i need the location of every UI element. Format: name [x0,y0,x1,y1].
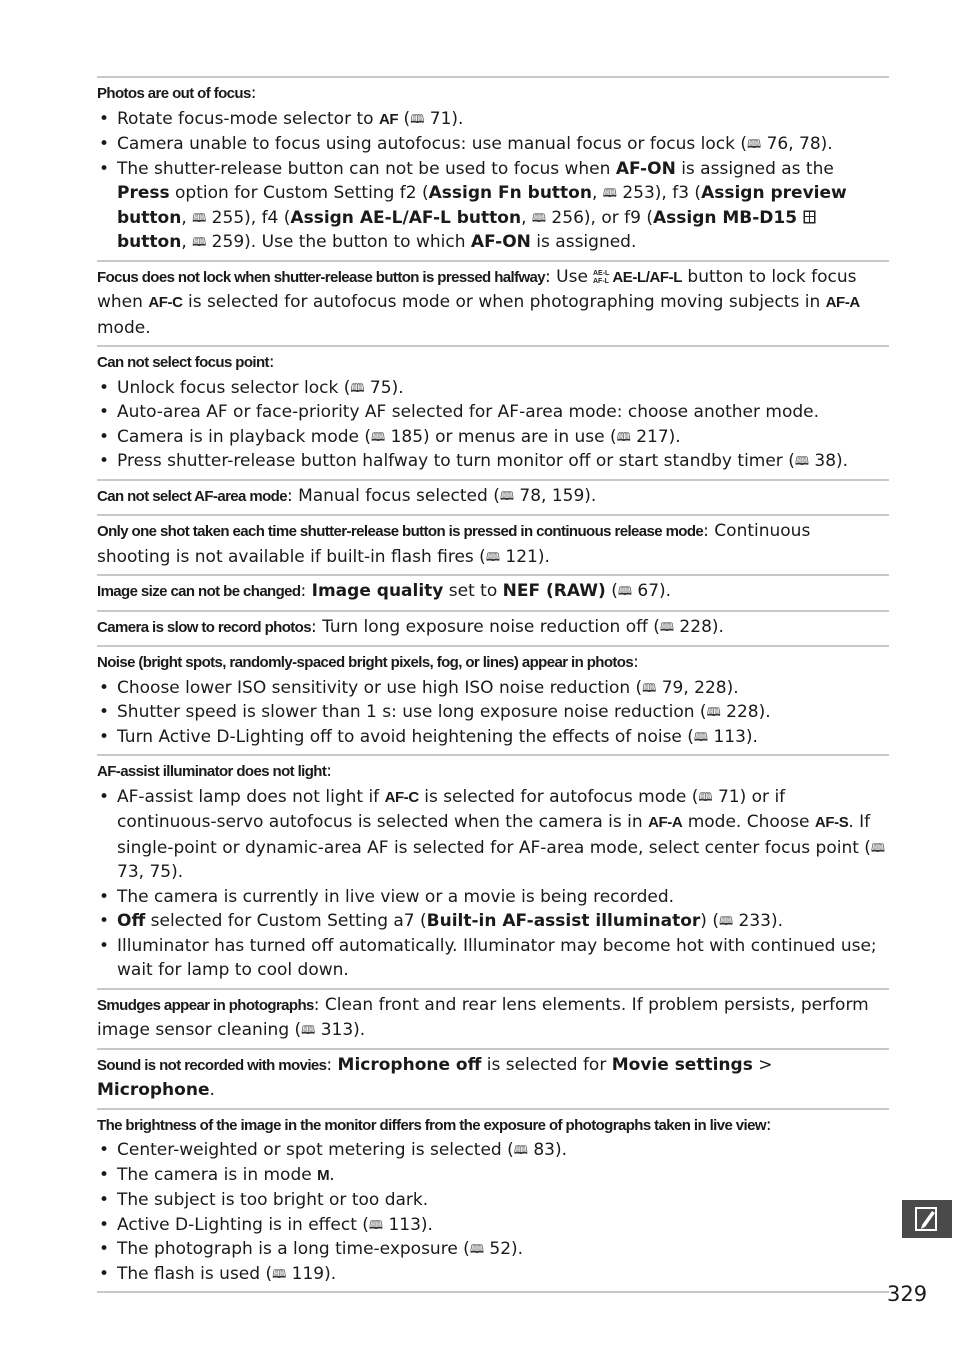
book-icon: 🕮 [698,789,713,804]
section-heading: Focus does not lock when shutter-release button is pressed halfway [97,268,546,286]
section-af-area-mode: Can not select AF-area mode: Manual focus selected (🕮 78, 159). [97,479,889,515]
book-icon: 🕮 [301,1023,316,1037]
section-af-assist: AF-assist illuminator does not light: • AF-assist lamp does not light if AF-C is selected for autofocus mode (🕮 71) or if continuous-servo autofocus is selected when the camera is in AF-A mode. Choose AF-S. If single-point or dynamic-area AF is selected for AF-area mode, select center focus point (🕮 73, 75). • The camera is currently in live view or a movie is being recorded. • Off selected for Custom Setting a7 (Built-in AF-assist illuminator) (🕮 233). • Illuminator has turned off automatically. Illuminator may become hot with continued use; wait for lamp to cool down. [97,754,889,988]
section-heading: Noise (bright spots, randomly-spaced bright pixels, fog, or lines) appear in photos [97,654,634,671]
bullet-list [97,107,889,255]
book-icon: 🕮 [531,210,547,225]
list-item: • Press shutter-release button halfway to turn monitor off or start standby timer (🕮 38). [97,449,889,474]
section-slow-record: Camera is slow to record photos: Turn long exposure noise reduction off (🕮 228). [97,610,889,646]
section-noise: Noise (bright spots, randomly-spaced bright pixels, fog, or lines) appear in photos: • Choose lower ISO sensitivity or use high ISO noise reduction (🕮 79, 228). • Shutter speed is slower than 1 s: use long exposure noise reduction (🕮 228). • Turn Active D-Lighting off to avoid heightening the effects of noise (🕮 113). [97,645,889,754]
book-icon: 🕮 [617,584,632,598]
book-icon: 🕮 [718,914,734,928]
book-icon: 🕮 [794,454,809,468]
book-icon: 🕮 [513,1143,528,1157]
book-icon: 🕮 [371,429,386,444]
section-heading: Can not select AF-area mode [97,487,287,505]
book-icon: 🕮 [192,210,207,225]
book-icon: 🕮 [659,619,675,634]
ae-af-lock-icon [593,268,609,284]
book-icon: 🕮 [485,549,500,564]
book-icon: 🕮 [616,429,631,444]
svg-text:AE-L: AE-L [593,269,610,277]
bullet-list [97,376,889,474]
list-item: • The shutter-release button can not be used to focus when AF-ON is assigned as the Press option for Custom Setting f2 (Assign Fn button, 🕮 253), f3 (Assign preview button, 🕮 255), f4 (Assign AE-L/AF-L button, 🕮 256), or f9 (Assign MB-D15 button, 🕮 259). Use the button to which AF-ON is assigned. [97,157,889,255]
section-heading: Sound is not recorded with movies [97,1056,327,1074]
section-heading: AF-assist illuminator does not light [97,763,327,780]
section-tab [902,1200,952,1238]
section-continuous-release: Only one shot taken each time shutter-release button is pressed in continuous release mode: Continuous shooting is not available if built-in flash fires (🕮 121). [97,514,889,574]
section-heading: Image size can not be changed [97,583,301,600]
list-item: • The camera is in mode M. [97,1163,889,1189]
list-item: • The camera is currently in live view or a movie is being recorded. [97,885,889,910]
svg-text:AF-L: AF-L [593,277,610,284]
section-monitor-brightness: The brightness of the image in the monitor differs from the exposure of photographs taken in live view: • Center-weighted or spot metering is selected (🕮 83). • The camera is in mode M. • The subject is too bright or too dark. • Active D-Lighting is in effect (🕮 113). • The photograph is a long time-exposure (🕮 52). • The flash is used (🕮 119). [97,1108,889,1294]
bullet-list [97,785,889,983]
list-item: • Shutter speed is slower than 1 s: use long exposure noise reduction (🕮 228). [97,700,889,725]
notes-icon [913,1205,941,1233]
bullet-list [97,1138,889,1286]
section-focus-lock [97,260,889,346]
book-icon: 🕮 [272,1266,287,1281]
book-icon: 🕮 [469,1242,484,1256]
paragraph: Focus does not lock when shutter-release button is pressed halfway: Use AE-L AF-L AE-L/AF-L button to lock focus when AF-C is selected for autofocus mode or when photographing moving subjects in AF-A mode. [97,266,860,338]
list-item: • Unlock focus selector lock (🕮 75). [97,376,889,401]
book-icon: 🕮 [410,111,425,126]
list-item: • AF-assist lamp does not light if AF-C is selected for autofocus mode (🕮 71) or if continuous-servo autofocus is selected when the camera is in AF-A mode. Choose AF-S. If single-point or dynamic-area AF is selected for AF-area mode, select center focus point (🕮 73, 75). [97,785,889,885]
list-item: • Turn Active D-Lighting off to avoid heightening the effects of noise (🕮 113). [97,725,889,750]
book-icon: 🕮 [192,235,207,249]
book-icon: 🕮 [747,137,762,151]
list-item: • The subject is too bright or too dark. [97,1188,889,1213]
book-icon: 🕮 [350,380,365,395]
section-image-size: Image size can not be changed: Image quality set to NEF (RAW) (🕮 67). [97,574,889,610]
section-heading: Smudges appear in photographs [97,996,314,1014]
list-item: • Camera is in playback mode (🕮 185) or menus are in use (🕮 217). [97,425,889,450]
list-item: • Off selected for Custom Setting a7 (Built-in AF-assist illuminator) (🕮 233). [97,909,889,934]
book-icon: 🕮 [368,1217,384,1232]
grid-icon [803,210,816,224]
section-heading: Photos are out of focus [97,85,251,102]
book-icon: 🕮 [642,680,657,695]
section-smudges: Smudges appear in photographs: Clean front and rear lens elements. If problem persists, perform image sensor cleaning (🕮 313). [97,988,889,1048]
section-out-of-focus: Photos are out of focus: • Rotate focus-mode selector to AF (🕮 71). • Camera unable to focus using autofocus: use manual focus or focus lock (🕮 76, 78). • The shutter-release button can not be used to focus when AF-ON is assigned as the Press option for Custom Setting f2 (Assign Fn button, 🕮 253), f3 (Assign preview button, 🕮 255), f4 (Assign AE-L/AF-L button, 🕮 256), or f9 (Assign MB-D15 button, 🕮 259). Use the button to which AF-ON is assigned. [97,76,889,260]
list-item: • Rotate focus-mode selector to AF (🕮 71). [97,107,889,133]
troubleshooting-content [97,76,889,1293]
list-item: • Camera unable to focus using autofocus: use manual focus or focus lock (🕮 76, 78). [97,132,889,157]
list-item: • Center-weighted or spot metering is selected (🕮 83). [97,1138,889,1163]
section-sound-not-recorded: Sound is not recorded with movies: Microphone off is selected for Movie settings > Microphone. [97,1048,889,1108]
page-number: 329 [887,1282,928,1306]
list-item: • The flash is used (🕮 119). [97,1262,889,1287]
list-item: • Illuminator has turned off automatically. Illuminator may become hot with continued use; wait for lamp to cool down. [97,934,889,983]
list-item: • Choose lower ISO sensitivity or use high ISO noise reduction (🕮 79, 228). [97,676,889,701]
section-heading: Only one shot taken each time shutter-release button is pressed in continuous release mode [97,523,704,540]
book-icon: 🕮 [693,729,709,744]
book-icon: 🕮 [499,488,514,503]
book-icon: 🕮 [706,705,721,719]
section-heading: Camera is slow to record photos [97,618,311,636]
section-heading: Can not select focus point [97,354,269,371]
bullet-list [97,676,889,750]
section-focus-point: Can not select focus point: • Unlock focus selector lock (🕮 75). • Auto-area AF or face-priority AF selected for AF-area mode: choose another mode. • Camera is in playback mode (🕮 185) or menus are in use (🕮 217). • Press shutter-release button halfway to turn monitor off or start standby timer (🕮 38). [97,345,889,479]
list-item: • Auto-area AF or face-priority AF selected for AF-area mode: choose another mode. [97,400,889,425]
book-icon: 🕮 [602,186,617,200]
list-item: • Active D-Lighting is in effect (🕮 113). [97,1213,889,1238]
book-icon: 🕮 [870,840,886,855]
section-heading: The brightness of the image in the monitor differs from the exposure of photographs taken in live view [97,1116,766,1134]
list-item: • The photograph is a long time-exposure (🕮 52). [97,1237,889,1262]
